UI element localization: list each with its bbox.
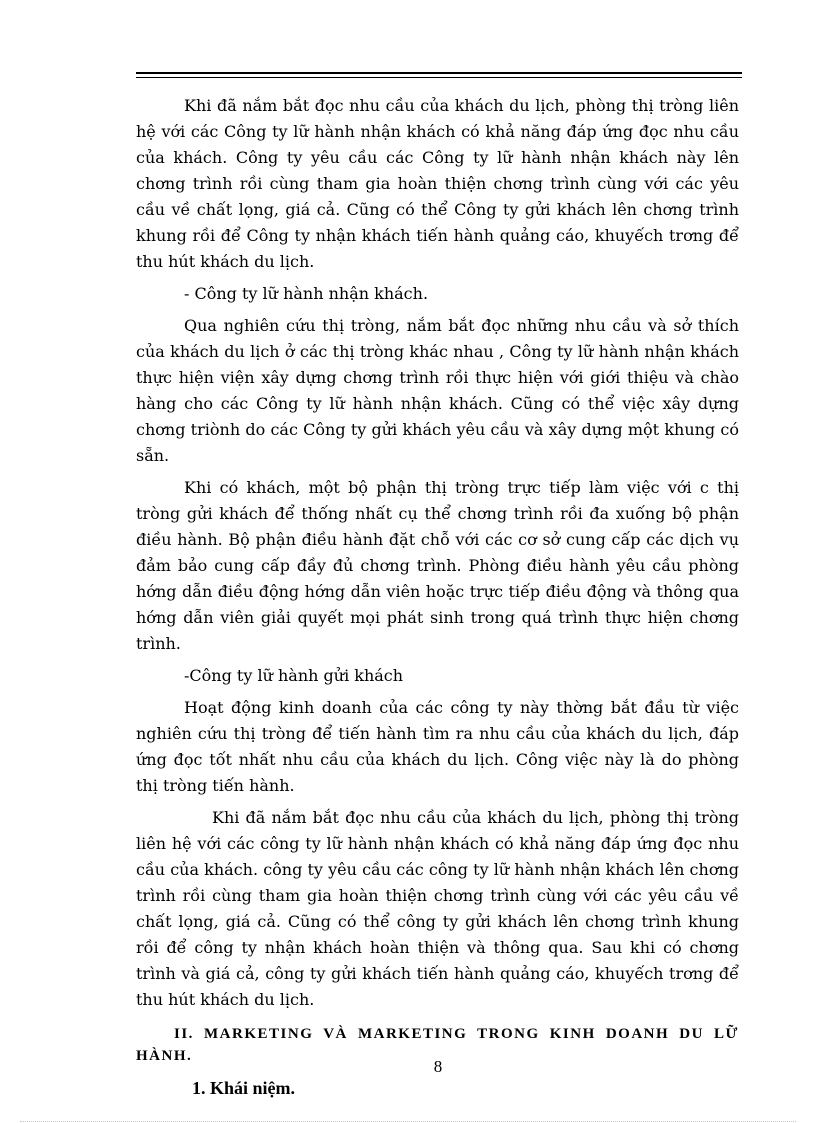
subsection-heading: 1. Khái niệm. bbox=[192, 1078, 296, 1098]
body-text bbox=[136, 93, 739, 1101]
paragraph: Khi có khách, một bộ phận thị tròng trực tiếp làm việc với c thị tròng gửi khách để thống nhất cụ thể chơng trình rồi đa xuống bộ phận điều hành. Bộ phận điều hành đặt chỗ với các cơ sở cung cấp các dịch vụ đảm bảo cung cấp đầy đủ chơng trình. Phòng điều hành yêu cầu phòng hớng dẫn điều động hớng dẫn viên hoặc trực tiếp điều động và thông qua hớng dẫn viên giải quyết mọi phát sinh trong quá trình thực hiện chơng trình. bbox=[136, 478, 739, 653]
page-number: 8 bbox=[433, 1057, 443, 1076]
section-heading: II. MARKETING VÀ MARKETING TRONG KINH DOANH DU LỮ HÀNH. bbox=[136, 1026, 739, 1064]
header-rule-thin bbox=[136, 77, 742, 78]
paragraph: Khi đã nắm bắt đọc nhu cầu của khách du lịch, phòng thị tròng liên hệ với các công ty lữ hành nhận khách có khả năng đáp ứng đọc nhu cầu của khách. công ty yêu cầu các công ty lữ hành nhận khách lên chơng trình rồi cùng tham gia hoàn thiện chơng trình cùng với các yêu cầu về chất lọng, giá cả. Cũng có thể công ty gửi khách lên chơng trình khung rồi để công ty nhận khách hoàn thiện và thông qua. Sau khi có chơng trình và giá cả, công ty gửi khách tiến hành quảng cáo, khuyếch trơng để thu hút khách du lịch. bbox=[136, 808, 739, 1009]
header-rule-thick bbox=[136, 72, 742, 74]
paragraph: Hoạt động kinh doanh của các công ty này thờng bắt đầu từ việc nghiên cứu thị tròng để tiến hành tìm ra nhu cầu của khách du lịch, đáp ứng đọc tốt nhất nhu cầu của khách du lịch. Công việc này là do phòng thị tròng tiến hành. bbox=[136, 698, 739, 795]
page-bottom-edge bbox=[20, 1121, 796, 1122]
paragraph: Khi đã nắm bắt đọc nhu cầu của khách du lịch, phòng thị tròng liên hệ với các Công ty lữ hành nhận khách có khả năng đáp ứng đọc nhu cầu của khách. Công ty yêu cầu các Công ty lữ hành nhận khách này lên chơng trình rồi cùng tham gia hoàn thiện chơng trình cùng với các yêu cầu về chất lọng, giá cả. Cũng có thể Công ty gửi khách lên chơng trình khung rồi để Công ty nhận khách tiến hành quảng cáo, khuyếch trơng để thu hút khách du lịch. bbox=[136, 96, 739, 271]
paragraph: Qua nghiên cứu thị tròng, nắm bắt đọc những nhu cầu và sở thích của khách du lịch ở các thị tròng khác nhau , Công ty lữ hành nhận khách thực hiện viện xây dựng chơng trình rồi thực hiện với giới thiệu và chào hàng cho các Công ty lữ hành nhận khách. Cũng có thể việc xây dựng chơng triònh do các Công ty gửi khách yêu cầu và xây dựng một khung có sẵn. bbox=[136, 316, 739, 465]
list-item: - Công ty lữ hành nhận khách. bbox=[184, 284, 429, 303]
list-item: -Công ty lữ hành gửi khách bbox=[184, 666, 404, 685]
